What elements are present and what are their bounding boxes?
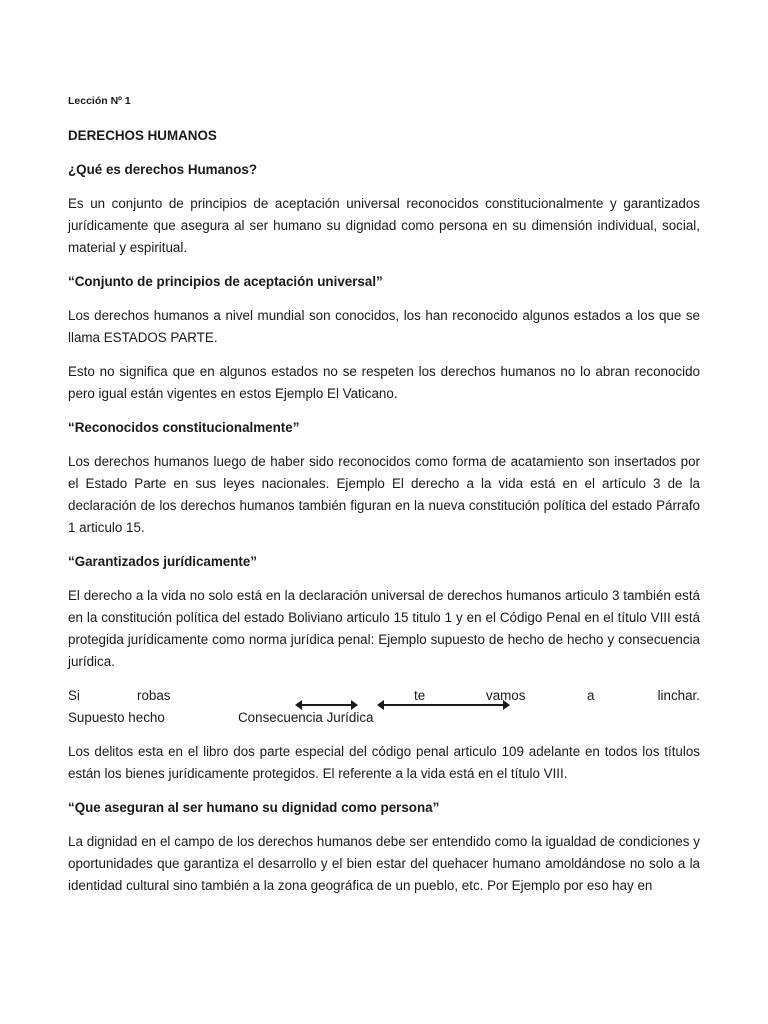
example-label-consecuencia: Consecuencia Jurídica [238,710,374,725]
double-arrow-icon [301,704,352,706]
example-diagram [68,685,700,729]
lesson-label: Lección Nº 1 [68,95,131,107]
dignity-paragraph: La dignidad en el campo de los derechos humanos debe ser entendido como la igualdad de condiciones y oportunidades que garantiza el desarrollo y el bien estar del quehacer humano amoldándose no solo a la identidad cultural sino también a la zona geográfica de un pueblo, etc. Por Ejemplo por eso hay en [68,834,700,893]
section-heading-juridical: “Garantizados jurídicamente” [68,554,258,569]
constitutional-paragraph: Los derechos humanos luego de haber sido reconocidos como forma de acatamiento son insertados por el Estado Parte en sus leyes nacionales. Ejemplo El derecho a la vida está en el artículo 3 de la declaración de los derechos humanos también figuran en la nueva constitución política del estado Párrafo 1 articulo 15. [68,454,700,535]
example-labels-line [68,707,700,729]
example-word-te: te [414,688,426,703]
juridical-paragraph-after: Los delitos esta en el libro dos parte especial del código penal articulo 109 adelante en todos los títulos están los bienes jurídicamente protegidos. El referente a la vida está en el título VIII. [68,744,700,781]
document-body [68,93,700,909]
question-heading: ¿Qué es derechos Humanos? [68,162,258,177]
universal-paragraph-2: Esto no significa que en algunos estados no se respeten los derechos humanos no lo abran reconocido pero igual están vigentes en estos Ejemplo El Vaticano. [68,364,700,401]
definition-paragraph: Es un conjunto de principios de aceptación universal reconocidos constitucionalmente y garantizados jurídicamente que asegura al ser humano su dignidad como persona en su dimensión individual, social, material y espiritual. [68,196,700,255]
section-heading-universal: “Conjunto de principios de aceptación universal” [68,274,383,289]
universal-paragraph-1: Los derechos humanos a nivel mundial son conocidos, los han reconocido algunos estados a los que se llama ESTADOS PARTE. [68,308,700,345]
double-arrow-icon [383,704,504,706]
example-word-robas: robas [137,688,171,703]
example-word-linchar: linchar. [657,688,700,703]
example-word-si: Si [68,688,80,703]
section-heading-constitutional: “Reconocidos constitucionalmente” [68,420,300,435]
main-title: DERECHOS HUMANOS [68,128,217,143]
example-word-a: a [587,688,595,703]
example-label-supuesto: Supuesto hecho [68,710,165,725]
section-heading-dignity: “Que aseguran al ser humano su dignidad como persona” [68,800,440,815]
example-word-vamos: vamos [486,688,526,703]
juridical-paragraph: El derecho a la vida no solo está en la declaración universal de derechos humanos articulo 3 también está en la constitución política del estado Boliviano articulo 15 titulo 1 y en el Código Penal en el título VIII está protegida jurídicamente como norma jurídica penal: Ejemplo supuesto de hecho de hecho y consecuencia jurídica. [68,588,700,669]
